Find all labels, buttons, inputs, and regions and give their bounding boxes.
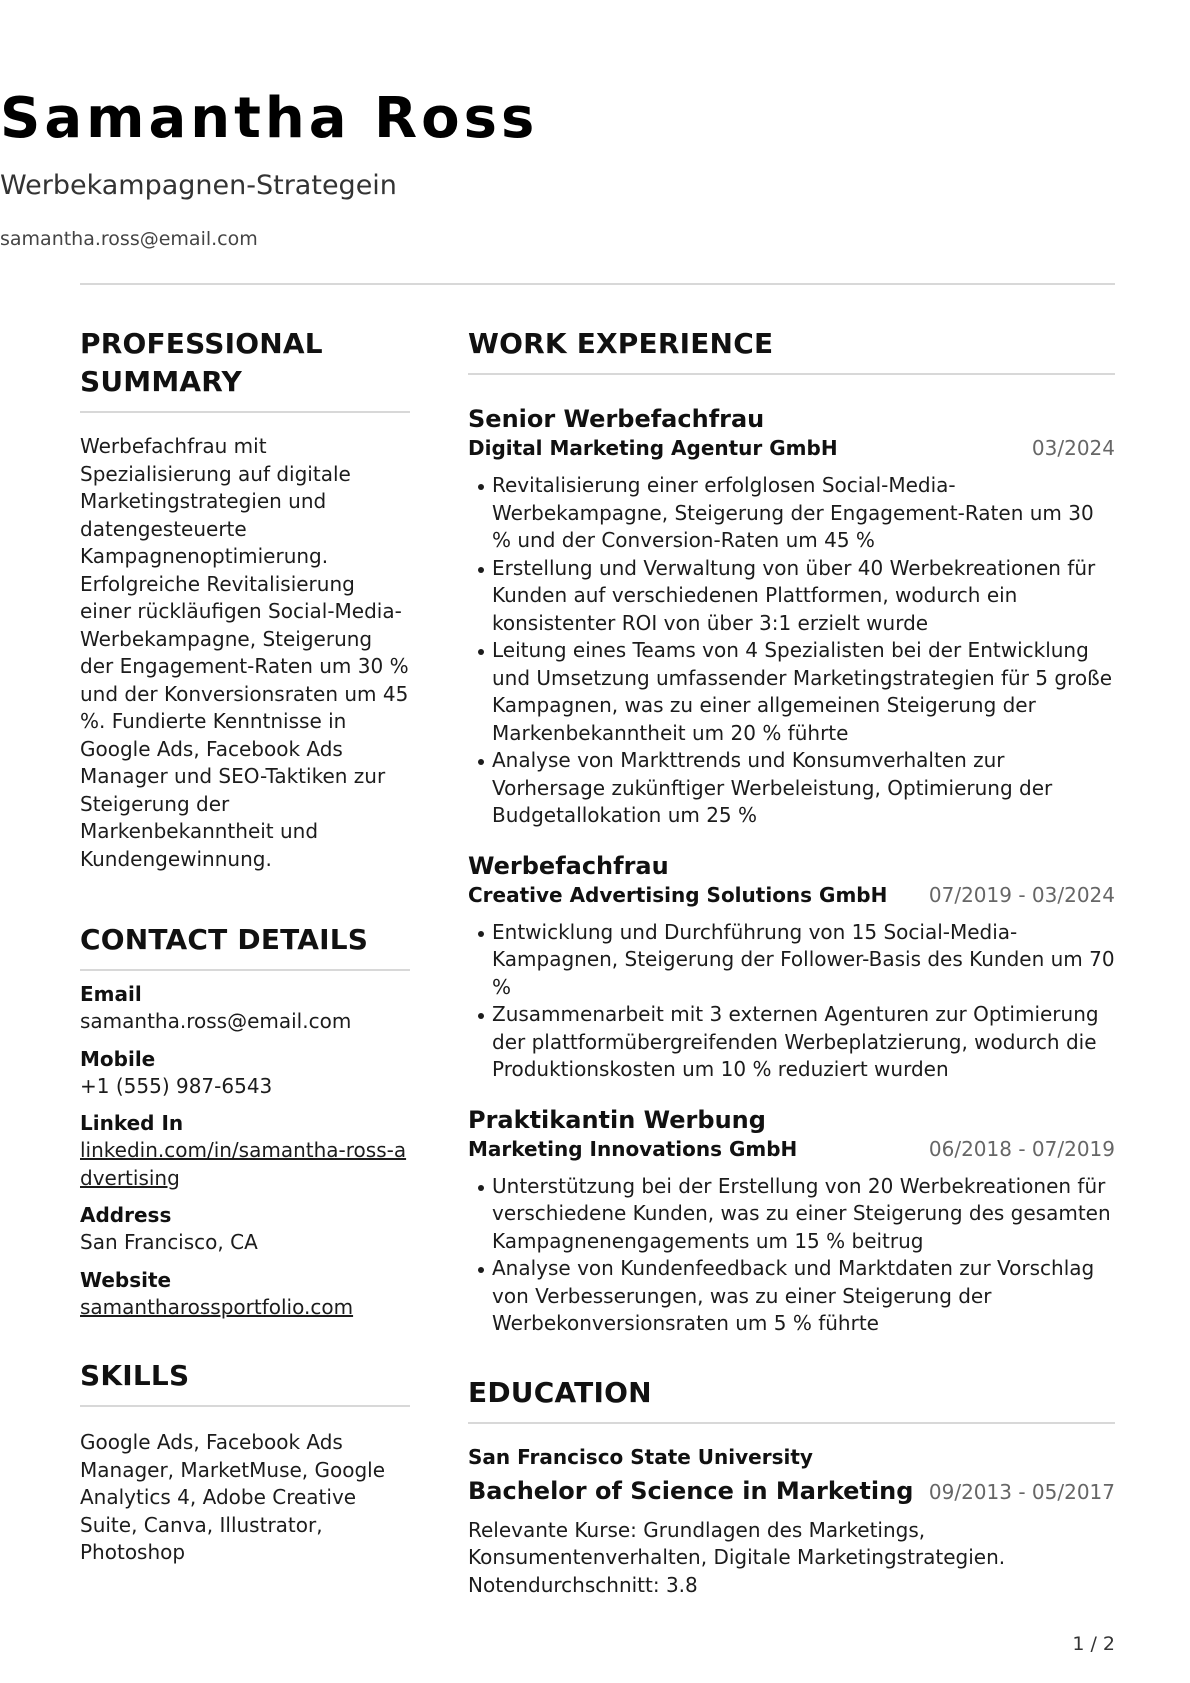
bullet-text: Analyse von Kundenfeedback und Marktdaten zur Vorschlag von Verbesserungen, was zu einer Steigerung der Werbekonversionsraten um 5 % führte — [492, 1256, 1095, 1335]
education-description: Relevante Kurse: Grundlagen des Marketings, Konsumentenverhalten, Digitale Marketingstrategien. Notendurchschnitt: 3.8 — [468, 1517, 1006, 1597]
skills-divider — [80, 1405, 410, 1407]
contact-email-label: Email — [80, 982, 142, 1006]
contact-address-label: Address — [80, 1203, 172, 1227]
contact-mobile-value: +1 (555) 987-6543 — [80, 1073, 273, 1098]
job-title: Praktikantin Werbung — [468, 1105, 766, 1134]
bullet-item — [468, 1173, 1115, 1256]
contact-linkedin-label: Linked In — [80, 1111, 184, 1135]
contact-section — [80, 921, 410, 1321]
bullet-item — [468, 637, 1115, 747]
job-date: 07/2019 - 03/2024 — [928, 882, 1115, 907]
job-company: Marketing Innovations GmbH — [468, 1136, 798, 1161]
skills-section — [80, 1357, 410, 1567]
job-title: Senior Werbefachfrau — [468, 405, 765, 433]
education-school: San Francisco State University — [468, 1444, 813, 1469]
education-divider — [468, 1422, 1115, 1424]
contact-website — [80, 1267, 410, 1322]
left-column — [80, 325, 410, 1567]
bullet-dot-icon — [478, 484, 484, 490]
website-link[interactable]: samantharossportfolio.com — [80, 1294, 354, 1319]
right-column — [468, 325, 1115, 1599]
job-entry — [468, 403, 1115, 830]
bullet-dot-icon — [478, 567, 484, 573]
header-email: samantha.ross@email.com — [0, 228, 258, 250]
bullet-dot-icon — [478, 1013, 484, 1019]
skills-text: Google Ads, Facebook Ads Manager, MarketMuse, Google Analytics 4, Adobe Creative Suite, Canva, Illustrator, Photoshop — [80, 1430, 386, 1564]
contact-mobile — [80, 1046, 410, 1101]
candidate-name: Samantha Ross — [0, 86, 539, 151]
job-entry — [468, 1104, 1115, 1338]
candidate-title: Werbekampagnen-Strategein — [0, 170, 397, 201]
summary-text: Werbefachfrau mit Spezialisierung auf digitale Marketingstrategien und datengesteuerte Kampagnenoptimierung. Erfolgreiche Revitalisierung einer rückläufigen Social-Media-Werbekampagne, Steigerung der Engagement-Raten um 30 % und der Konversionsraten um 45 %. Fundierte Kenntnisse in Google Ads, Facebook Ads Manager und SEO-Taktiken zur Steigerung der Markenbekanntheit und Kundengewinnung. — [80, 434, 409, 871]
contact-address-value: San Francisco, CA — [80, 1230, 258, 1254]
bullet-item — [468, 747, 1115, 830]
bullet-item — [468, 1001, 1115, 1084]
work-section — [468, 325, 1115, 1338]
bullet-text: Leitung eines Teams von 4 Spezialisten bei der Entwicklung und Umsetzung umfassender Marketingstrategien für 5 große Kampagnen, was zu einer allgemeinen Steigerung der Markenbekanntheit um 20 % führte — [492, 638, 1112, 745]
contact-email — [80, 981, 410, 1036]
bullet-item — [468, 472, 1115, 555]
contact-address — [80, 1202, 410, 1257]
page-number: 1 / 2 — [1072, 1633, 1115, 1655]
job-meta — [468, 1136, 1115, 1163]
bullet-text: Revitalisierung einer erfolglosen Social-Media-Werbekampagne, Steigerung der Engagement-Raten um 30 % und der Conversion-Raten um 45 % — [492, 473, 1094, 552]
job-bullets — [468, 919, 1115, 1084]
bullet-dot-icon — [478, 649, 484, 655]
bullet-text: Erstellung und Verwaltung von über 40 Werbekreationen für Kunden auf verschiedenen Plattformen, wodurch ein konsistenter ROI von über 3:1 erzielt wurde — [492, 555, 1096, 635]
work-divider — [468, 373, 1115, 375]
work-heading: WORK EXPERIENCE — [468, 327, 774, 360]
education-meta — [468, 1475, 1115, 1507]
bullet-item — [468, 1255, 1115, 1338]
contact-mobile-label: Mobile — [80, 1046, 156, 1071]
job-company: Digital Marketing Agentur GmbH — [468, 436, 838, 460]
contact-email-value: samantha.ross@email.com — [80, 1009, 352, 1033]
contact-website-label: Website — [80, 1267, 172, 1292]
job-bullets — [468, 472, 1115, 830]
education-section — [468, 1374, 1115, 1600]
job-meta — [468, 435, 1115, 462]
job-date: 06/2018 - 07/2019 — [928, 1136, 1115, 1161]
bullet-item — [468, 555, 1115, 638]
job-entry — [468, 850, 1115, 1084]
job-title: Werbefachfrau — [468, 851, 669, 880]
bullet-item — [468, 919, 1115, 1002]
contact-divider — [80, 969, 410, 971]
summary-section — [80, 325, 410, 873]
summary-divider — [80, 411, 410, 413]
bullet-text: Zusammenarbeit mit 3 externen Agenturen zur Optimierung der plattformübergreifenden Werbeplatzierung, wodurch die Produktionskosten um 10 % reduziert wurden — [492, 1002, 1099, 1081]
education-degree: Bachelor of Science in Marketing — [468, 1476, 914, 1505]
bullet-dot-icon — [478, 759, 484, 765]
summary-heading: PROFESSIONAL SUMMARY — [80, 327, 323, 398]
contact-linkedin — [80, 1110, 410, 1192]
job-company: Creative Advertising Solutions GmbH — [468, 882, 888, 907]
bullet-text: Analyse von Markttrends und Konsumverhalten zur Vorhersage zukünftiger Werbeleistung, Optimierung der Budgetallokation um 25 % — [492, 748, 1053, 827]
education-heading: EDUCATION — [468, 1375, 652, 1409]
linkedin-link[interactable]: linkedin.com/in/samantha-ross-advertising — [80, 1138, 407, 1190]
header-divider — [80, 283, 1115, 285]
job-meta — [468, 882, 1115, 909]
bullet-dot-icon — [478, 1185, 484, 1191]
bullet-text: Unterstützung bei der Erstellung von 20 Werbekreationen für verschiedene Kunden, was zu einer Steigerung des gesamten Kampagnenengagements um 15 % beitrug — [492, 1173, 1111, 1253]
job-date: 03/2024 — [1031, 436, 1115, 460]
education-date: 09/2013 - 05/2017 — [928, 1479, 1115, 1504]
bullet-dot-icon — [478, 931, 484, 937]
bullet-dot-icon — [478, 1267, 484, 1273]
skills-heading: SKILLS — [80, 1359, 190, 1392]
contact-heading: CONTACT DETAILS — [80, 923, 369, 956]
job-bullets — [468, 1173, 1115, 1338]
bullet-text: Entwicklung und Durchführung von 15 Social-Media-Kampagnen, Steigerung der Follower-Basis des Kunden um 70 % — [492, 919, 1115, 999]
